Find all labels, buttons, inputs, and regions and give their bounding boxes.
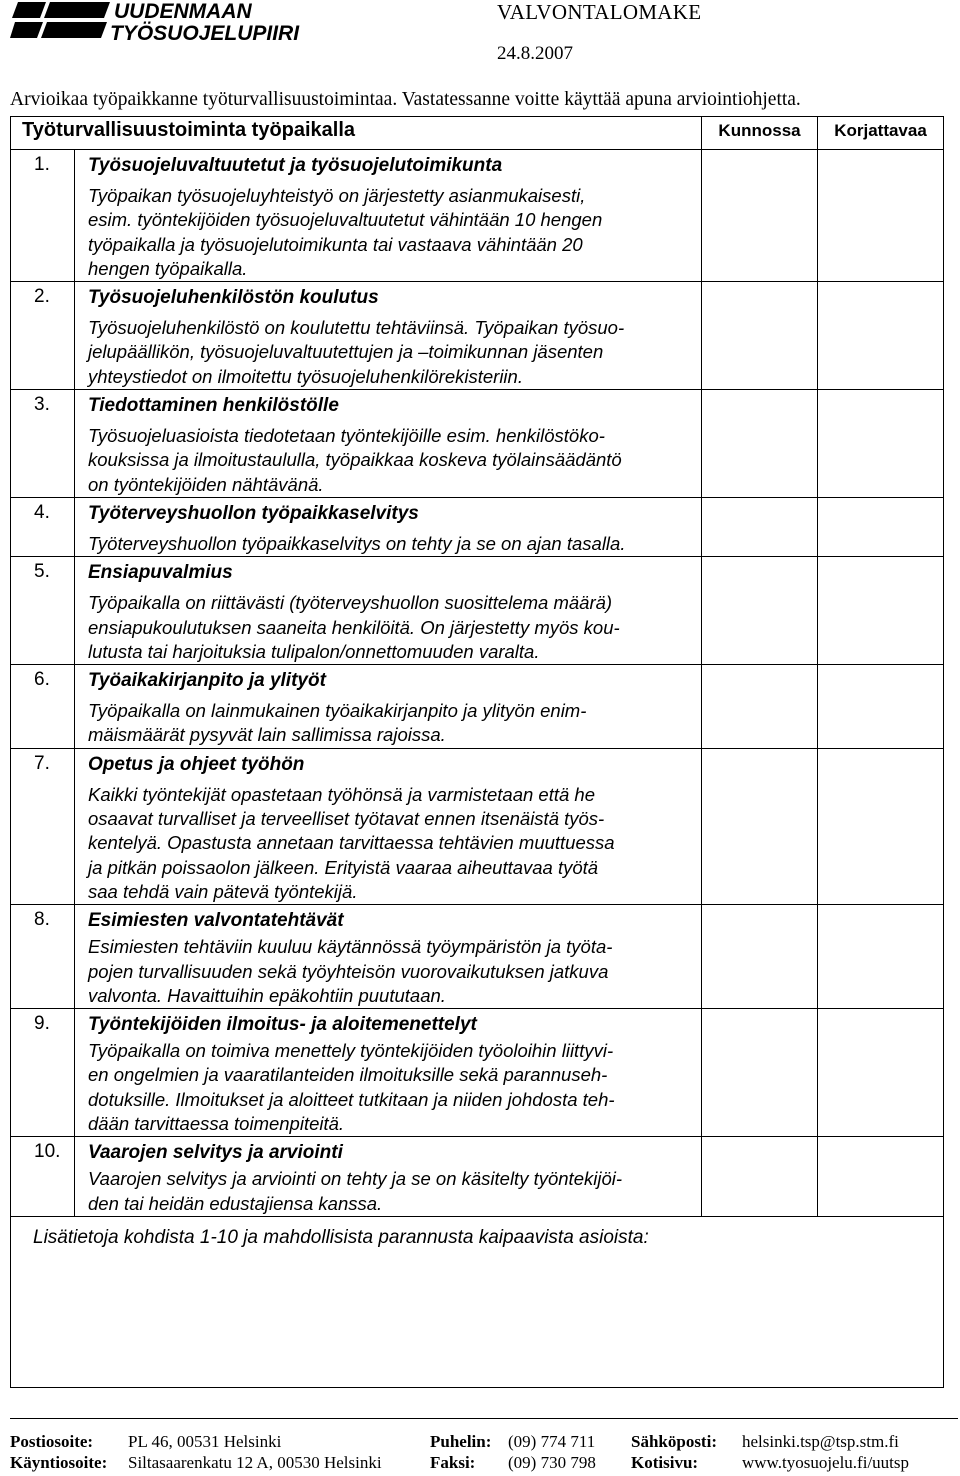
item-cell — [75, 282, 702, 390]
form-date: 24.8.2007 — [497, 43, 573, 64]
checkbox-fix[interactable] — [818, 557, 944, 665]
item-description: Työpaikalla on riittävästi (työterveyshuollon suosittelema määrä) ensiapukoulutuksen saaneita henkilöitä. On järjestetty myös kou- lutusta tai harjoituksia tulipalon/onnettomuuden varalta. — [88, 592, 620, 662]
item-cell — [75, 905, 702, 1009]
checklist-row — [11, 1137, 944, 1217]
item-description: Työterveyshuollon työpaikkaselvitys on tehty ja se on ajan tasalla. — [88, 532, 626, 554]
item-title: Työntekijöiden ilmoitus- ja aloitemenettelyt — [88, 1014, 477, 1036]
checkbox-fix[interactable] — [818, 150, 944, 282]
item-cell — [75, 1009, 702, 1137]
checkbox-fix[interactable] — [818, 282, 944, 390]
additional-info-row — [11, 1217, 944, 1388]
column-header-fix: Korjattavaa — [818, 117, 944, 150]
item-title: Esimiesten valvontatehtävät — [88, 910, 344, 932]
checkbox-ok[interactable] — [702, 665, 818, 749]
item-description: Vaarojen selvitys ja arviointi on tehty ja se on käsitelty työntekijöi- den tai heidän edustajiensa kanssa. — [88, 1168, 623, 1214]
postal-address-label: Postiosoite: — [10, 1432, 94, 1451]
item-number: 4. — [11, 497, 75, 556]
item-number: 8. — [11, 905, 75, 1009]
checklist-row — [11, 390, 944, 498]
additional-info-field[interactable] — [11, 1217, 944, 1388]
intro-text: Arvioikaa työpaikkanne työturvallisuustoimintaa. Vastatessanne voitte käyttää apuna arviointiohjetta. — [10, 89, 801, 110]
phone-label: Puhelin: — [430, 1432, 492, 1451]
checklist-row — [11, 557, 944, 665]
logo-line1: UUDENMAAN — [114, 0, 252, 23]
checkbox-ok[interactable] — [702, 1009, 818, 1137]
item-cell — [75, 557, 702, 665]
item-title: Työsuojeluvaltuutetut ja työsuojelutoimikunta — [88, 155, 503, 176]
item-title: Opetus ja ohjeet työhön — [88, 753, 305, 775]
item-title: Tiedottaminen henkilöstölle — [88, 395, 339, 417]
item-number: 1. — [11, 150, 75, 282]
checkbox-ok[interactable] — [702, 557, 818, 665]
checklist-row — [11, 282, 944, 390]
website-label: Kotisivu: — [631, 1453, 699, 1472]
item-number: 5. — [11, 557, 75, 665]
table-title: Työturvallisuustoiminta työpaikalla — [11, 117, 702, 150]
checklist-row — [11, 748, 944, 904]
checkbox-fix[interactable] — [818, 390, 944, 498]
item-title: Työaikakirjanpito ja ylityöt — [88, 670, 326, 692]
item-title: Työsuojeluhenkilöstön koulutus — [88, 287, 379, 309]
form-title: VALVONTALOMAKE — [497, 0, 702, 24]
checklist-row — [11, 665, 944, 749]
checkbox-ok[interactable] — [702, 748, 818, 904]
checkbox-ok[interactable] — [702, 497, 818, 556]
phone-value: (09) 774 711 — [508, 1432, 596, 1451]
website-link[interactable]: www.tyosuojelu.fi/uutsp — [742, 1453, 910, 1472]
logo-line2: TYÖSUOJELUPIIRI — [110, 22, 300, 44]
item-description: Työsuojeluhenkilöstö on koulutettu tehtäviinsä. Työpaikan työsuo- jelupäällikön, työsuojeluvaltuutettujen ja –toimikunnan jäsenten yhteystiedot on ilmoitettu työsuojeluhenkilörekisteriin. — [88, 317, 625, 387]
checklist-table — [10, 116, 944, 1388]
checkbox-ok[interactable] — [702, 390, 818, 498]
item-title: Työterveyshuollon työpaikkaselvitys — [88, 502, 419, 524]
postal-address-value: PL 46, 00531 Helsinki — [128, 1432, 282, 1451]
item-number: 10. — [11, 1137, 75, 1217]
item-description: Työpaikalla on lainmukainen työaikakirjanpito ja ylityön enim- mäismäärät pysyvät lain sallimissa rajoissa. — [88, 700, 587, 746]
additional-info-label: Lisätietoja kohdista 1-10 ja mahdollisista parannusta kaipaavista asioista: — [33, 1227, 649, 1249]
checkbox-ok[interactable] — [702, 282, 818, 390]
column-header-ok: Kunnossa — [702, 117, 818, 150]
item-cell — [75, 150, 702, 282]
item-cell — [75, 748, 702, 904]
item-description: Kaikki työntekijät opastetaan työhönsä ja varmistetaan että he osaavat turvalliset ja terveelliset työtavat ennen itsenäistä työs- kentelyä. Opastusta annetaan tarvittaessa tehtävien muuttuessa ja pitkän poissaolon jälkeen. Erityistä vaaraa aiheuttavaa työtä saa tehdä vain pätevä työntekijä. — [88, 783, 615, 902]
checklist-row — [11, 905, 944, 1009]
item-cell — [75, 497, 702, 556]
item-description: Työsuojeluasioista tiedotetaan työntekijöille esim. henkilöstöko- kouksissa ja ilmoitustaululla, työpaikkaa koskeva työlainsäädäntö on työntekijöiden nähtävänä. — [88, 425, 622, 495]
item-number: 7. — [11, 748, 75, 904]
checkbox-fix[interactable] — [818, 748, 944, 904]
item-number: 6. — [11, 665, 75, 749]
checklist-row — [11, 150, 944, 282]
checkbox-fix[interactable] — [818, 1009, 944, 1137]
item-title: Ensiapuvalmius — [88, 562, 233, 584]
item-number: 2. — [11, 282, 75, 390]
item-description: Työpaikan työsuojeluyhteistyö on järjestetty asianmukaisesti, esim. työntekijöiden työsuojeluvaltuutetut vähintään 10 hengen työpaikalla ja työsuojelutoimikunta tai vastaava vähintään 20 hengen työpaikalla. — [88, 185, 603, 279]
table-header-row — [11, 117, 944, 150]
visit-address-value: Siltasaarenkatu 12 A, 00530 Helsinki — [128, 1453, 382, 1472]
item-description: Esimiesten tehtäviin kuuluu käytännössä työympäristön ja työta- pojen turvallisuuden sekä työyhteisön vuorovaikutuksen jatkuva valvonta. Havaittuihin epäkohtiin puututaan. — [88, 936, 613, 1006]
item-number: 9. — [11, 1009, 75, 1137]
footer-divider — [10, 1418, 958, 1419]
item-title: Vaarojen selvitys ja arviointi — [88, 1142, 343, 1164]
item-number: 3. — [11, 390, 75, 498]
checkbox-ok[interactable] — [702, 905, 818, 1009]
checkbox-fix[interactable] — [818, 497, 944, 556]
visit-address-label: Käyntiosoite: — [10, 1453, 108, 1472]
item-cell — [75, 390, 702, 498]
uudenmaan-tyosuojelupiiri-logo — [10, 0, 310, 44]
checkbox-fix[interactable] — [818, 1137, 944, 1217]
checklist-row — [11, 497, 944, 556]
checkbox-fix[interactable] — [818, 905, 944, 1009]
email-value[interactable]: helsinki.tsp@tsp.stm.fi — [742, 1432, 899, 1451]
item-cell — [75, 665, 702, 749]
email-label: Sähköposti: — [631, 1432, 717, 1451]
item-cell — [75, 1137, 702, 1217]
checkbox-fix[interactable] — [818, 665, 944, 749]
checkbox-ok[interactable] — [702, 150, 818, 282]
fax-label: Faksi: — [430, 1453, 476, 1472]
fax-value: (09) 730 798 — [508, 1453, 596, 1472]
checklist-row — [11, 1009, 944, 1137]
item-description: Työpaikalla on toimiva menettely työntekijöiden työoloihin liittyvi- en ongelmien ja vaaratilanteiden ilmoituksille sekä parannuseh- dotuksille. Ilmoitukset ja aloitteet tutkitaan ja niiden johdosta teh- dään tarvittaessa toimenpiteitä. — [88, 1040, 615, 1135]
checkbox-ok[interactable] — [702, 1137, 818, 1217]
